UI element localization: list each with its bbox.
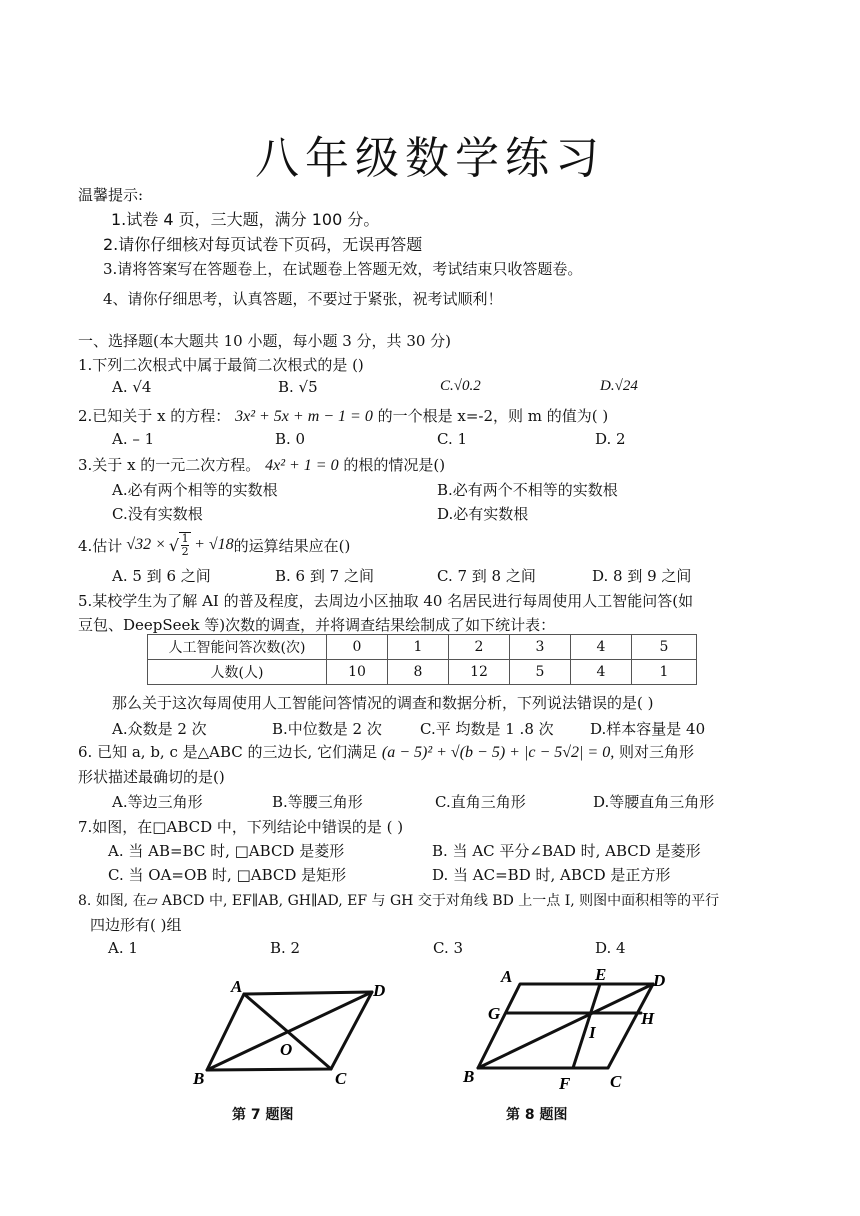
q1-option-c: C.√0.2 — [440, 378, 481, 394]
page-title: 八年级数学练习 — [255, 133, 605, 184]
q3-option-b: B.必有两个不相等的实数根 — [437, 481, 618, 499]
section-heading: 一、选择题(本大题共 10 小题，每小题 3 分，共 30 分) — [78, 332, 452, 350]
q1-stem: 1.下列二次根式中属于最简二次根式的是 () — [78, 356, 364, 374]
q8-stem-line2: 四边形有( )组 — [90, 916, 182, 934]
q8-option-c: C. 3 — [433, 939, 464, 957]
q8-option-a: A. 1 — [108, 939, 138, 957]
q8-stem-line1: 8. 如图, 在▱ ABCD 中, EF∥AB, GH∥AD, EF 与 GH 交于对角线 BD 上一点 I, 则图中面积相等的平行 — [78, 893, 720, 909]
table-cell: 3 — [510, 635, 571, 660]
q4-frac-num: 1 — [181, 532, 189, 545]
statistics-table — [147, 634, 697, 685]
fig8-label-f: F — [559, 1074, 571, 1093]
q3-option-c: C.没有实数根 — [112, 505, 203, 523]
q6-stem-a: 6. 已知 a, b, c 是△ABC 的三边长, 它们满足 — [78, 743, 378, 761]
q5-stem-line1: 5.某校学生为了解 AI 的普及程度，去周边小区抽取 40 名居民进行每周使用人工智能问答(如 — [78, 592, 694, 610]
q4-stem-a: 4.估计 — [78, 536, 123, 555]
fig8-label-b: B — [463, 1067, 475, 1086]
q6-equation: (a − 5)² + √(b − 5) + |c − 5√2| = 0, — [381, 744, 615, 761]
q4-expr-a: √32 × — [126, 536, 166, 553]
figure-8-caption: 第 8 题图 — [506, 1107, 568, 1123]
q4-stem-b: 的运算结果应在() — [233, 536, 351, 555]
table-cell: 0 — [327, 635, 388, 660]
q2-option-a: A. – 1 — [112, 430, 155, 448]
q1-option-a: A. √4 — [112, 378, 152, 396]
fig8-label-d: D — [653, 971, 666, 990]
fig8-label-a: A — [501, 967, 513, 986]
table-row-header: 人工智能问答次数(次) — [148, 635, 327, 660]
table-cell: 1 — [632, 660, 697, 685]
tips-heading: 温馨提示: — [78, 186, 144, 204]
q7-option-c: C. 当 OA=OB 时, □ABCD 是矩形 — [108, 866, 347, 884]
fig8-label-h: H — [641, 1009, 655, 1028]
q4-expr-b: + √18 — [194, 536, 234, 553]
q8-option-d: D. 4 — [595, 939, 626, 957]
fig8-diagonal-bd — [478, 984, 653, 1068]
fig7-label-a: A — [231, 977, 243, 996]
q3-option-a: A.必有两个相等的实数根 — [112, 481, 278, 499]
fig8-label-e: E — [595, 965, 607, 984]
table-cell: 2 — [449, 635, 510, 660]
q6-option-a: A.等边三角形 — [112, 793, 203, 811]
fig7-label-b: B — [193, 1069, 205, 1088]
fig8-segment-ef — [573, 984, 600, 1068]
q6-stem-line2: 形状描述最确切的是() — [78, 768, 225, 786]
q8-option-b: B. 2 — [270, 939, 301, 957]
q7-option-d: D. 当 AC=BD 时, ABCD 是正方形 — [432, 866, 671, 884]
q5-option-a: A.众数是 2 次 — [112, 720, 207, 738]
q4-frac-den: 2 — [181, 545, 189, 558]
table-row-header: 人数(人) — [148, 660, 327, 685]
fig8-label-c: C — [610, 1072, 622, 1091]
q7-option-b: B. 当 AC 平分∠BAD 时, ABCD 是菱形 — [432, 842, 701, 860]
tip-item-2: 2.请你仔细核对每页试卷下页码，无误再答题 — [103, 235, 423, 254]
q6-option-d: D.等腰直角三角形 — [593, 793, 715, 811]
q2-stem-b: 的一个根是 x=-2，则 m 的值为( ) — [377, 407, 609, 425]
q7-option-a: A. 当 AB=BC 时, □ABCD 是菱形 — [108, 842, 345, 860]
tip-item-4: 4、请你仔细思考，认真答题，不要过于紧张，祝考试顺利！ — [103, 290, 503, 308]
q6-stem-b: 则对三角形 — [619, 743, 695, 761]
q5-option-d: D.样本容量是 40 — [590, 720, 706, 738]
figure-7-parallelogram — [185, 972, 385, 1092]
q2-option-b: B. 0 — [275, 430, 306, 448]
q4-option-a: A. 5 到 6 之间 — [112, 567, 211, 585]
q1-option-d: D.√24 — [600, 378, 638, 394]
q7-stem: 7.如图，在□ABCD 中，下列结论中错误的是 ( ) — [78, 818, 404, 836]
table-cell: 1 — [388, 635, 449, 660]
q4-option-c: C. 7 到 8 之间 — [437, 567, 536, 585]
figure-8-parallelogram — [455, 962, 685, 1094]
q3-equation: 4x² + 1 = 0 — [265, 457, 339, 474]
q6-option-c: C.直角三角形 — [435, 793, 526, 811]
q3-stem-b: 的根的情况是() — [343, 456, 446, 474]
table-cell: 5 — [510, 660, 571, 685]
q2-stem-a: 2.已知关于 x 的方程： — [78, 407, 231, 425]
q5-stem-line2: 豆包、DeepSeek 等)次数的调查，并将调查结果绘制成了如下统计表： — [78, 616, 556, 634]
q4-option-d: D. 8 到 9 之间 — [592, 567, 692, 585]
fig7-label-c: C — [335, 1069, 347, 1088]
table-cell: 5 — [632, 635, 697, 660]
table-row — [148, 635, 697, 660]
q6-option-b: B.等腰三角形 — [272, 793, 363, 811]
fig7-label-d: D — [373, 981, 385, 1000]
q5-option-b: B.中位数是 2 次 — [272, 720, 382, 738]
table-cell: 10 — [327, 660, 388, 685]
q2-option-c: C. 1 — [437, 430, 468, 448]
table-row — [148, 660, 697, 685]
tip-item-1: 1.试卷 4 页，三大题，满分 100 分。 — [111, 210, 380, 229]
table-cell: 4 — [571, 635, 632, 660]
table-cell: 12 — [449, 660, 510, 685]
q2-option-d: D. 2 — [595, 430, 626, 448]
figure-7-caption: 第 7 题图 — [232, 1107, 294, 1123]
q4-option-b: B. 6 到 7 之间 — [275, 567, 374, 585]
q3-stem-a: 3.关于 x 的一元二次方程。 — [78, 456, 261, 474]
q3-option-d: D.必有实数根 — [437, 505, 529, 523]
q1-option-b: B. √5 — [278, 378, 318, 396]
tip-item-3: 3.请将答案写在答题卷上，在试题卷上答题无效，考试结束只收答题卷。 — [103, 260, 583, 278]
fig7-label-o: O — [280, 1040, 293, 1059]
table-cell: 8 — [388, 660, 449, 685]
q5-question: 那么关于这次每周使用人工智能问答情况的调查和数据分析，下列说法错误的是( ) — [112, 694, 654, 712]
q2-equation: 3x² + 5x + m − 1 = 0 — [235, 408, 373, 425]
fig8-label-g: G — [488, 1004, 501, 1023]
fig8-label-i: I — [589, 1023, 596, 1042]
table-cell: 4 — [571, 660, 632, 685]
q5-option-c: C.平 均数是 1 .8 次 — [420, 720, 554, 738]
